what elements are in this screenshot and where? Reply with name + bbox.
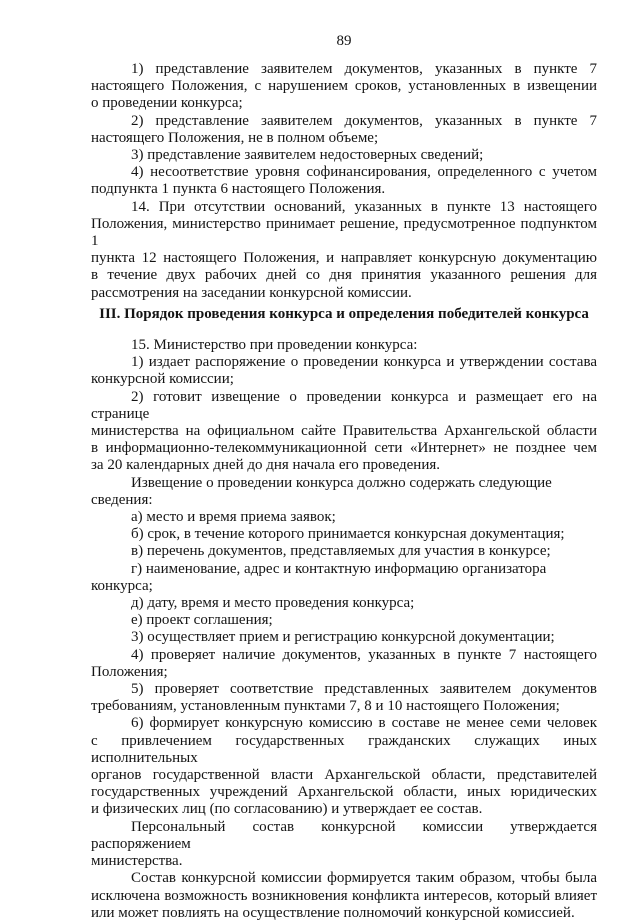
section-before-heading: [91, 61, 597, 302]
paragraph-subitem-d: [91, 595, 597, 612]
paragraph-notice-intro: [91, 475, 597, 509]
paragraph-line: Состав конкурсной комиссии формируется таким образом, чтобы была: [131, 870, 597, 887]
paragraph-line: за 20 календарных дней до дня начала его проведения.: [91, 457, 441, 474]
paragraph-line: 2) готовит извещение о проведении конкурса и размещает его на странице: [91, 388, 597, 422]
paragraph-personal-composition: [91, 819, 597, 871]
paragraph-line: 6) формирует конкурсную комиссию в составе не менее семи человек: [131, 715, 597, 732]
section-heading: III. Порядок проведения конкурса и определения победителей конкурса: [99, 306, 589, 322]
paragraph-line: 3) представление заявителем недостоверных сведений;: [131, 147, 484, 164]
paragraph-line: государственных учреждений Архангельской области, иных юридических: [91, 784, 597, 801]
paragraph-line: о проведении конкурса;: [91, 95, 243, 112]
section-after-heading: [91, 337, 597, 922]
paragraph-line: е) проект соглашения;: [131, 612, 273, 629]
paragraph-line: в течение двух рабочих дней со дня принятия указанного решения для: [91, 267, 597, 284]
paragraph-line: 2) представление заявителем документов, указанных в пункте 7: [131, 112, 597, 129]
paragraph-item-4: [91, 164, 597, 198]
paragraph-line: д) дату, время и место проведения конкурса;: [131, 595, 415, 612]
paragraph-subitem-e: [91, 612, 597, 629]
paragraph-line: 1) издает распоряжение о проведении конкурса и утверждении состава: [131, 354, 597, 371]
paragraph-line: 4) проверяет наличие документов, указанных в пункте 7 настоящего: [131, 646, 597, 663]
paragraph-line: конкурсной комиссии;: [91, 371, 234, 388]
paragraph-line: Положения;: [91, 663, 168, 680]
paragraph-line: 4) несоответствие уровня софинансирования, определенного с учетом: [131, 164, 597, 181]
paragraph-line: подпункта 1 пункта 6 настоящего Положения.: [91, 181, 386, 198]
paragraph-item-2: [91, 113, 597, 147]
paragraph-item-4: [91, 647, 597, 681]
paragraph-line: министерства.: [91, 853, 183, 870]
paragraph-subitem-v: [91, 543, 597, 560]
paragraph-item-6: [91, 715, 597, 818]
paragraph-item-3: [91, 629, 597, 646]
paragraph-line: или может повлиять на осуществление полномочий конкурсной комиссией.: [91, 904, 575, 921]
paragraph-item-1: [91, 61, 597, 113]
paragraph-line: 3) осуществляет прием и регистрацию конкурсной документации;: [131, 629, 555, 646]
paragraph-subitem-b: [91, 526, 597, 543]
paragraph-clause-14: [91, 199, 597, 302]
paragraph-line: рассмотрения на заседании конкурсной комиссии.: [91, 284, 412, 301]
paragraph-line: пункта 12 настоящего Положения, и направляет конкурсную документацию: [91, 250, 597, 267]
paragraph-line: органов государственной власти Архангельской области, представителей: [91, 767, 597, 784]
paragraph-line: г) наименование, адрес и контактную информацию организатора конкурса;: [91, 560, 547, 594]
paragraph-line: настоящего Положения, с нарушением сроков, установленных в извещении: [91, 78, 597, 95]
paragraph-line: 5) проверяет соответствие представленных заявителем документов: [131, 681, 597, 698]
paragraph-line: в информационно-телекоммуникационной сети «Интернет» не позднее чем: [91, 440, 597, 457]
paragraph-item-2: [91, 389, 597, 475]
paragraph-line: 14. При отсутствии оснований, указанных в пункте 13 настоящего: [131, 198, 597, 215]
paragraph-line: а) место и время приема заявок;: [131, 509, 336, 526]
paragraph-line: 1) представление заявителем документов, указанных в пункте 7: [131, 61, 597, 77]
paragraph-line: Извещение о проведении конкурса должно содержать следующие сведения:: [91, 474, 552, 508]
paragraph-commission-composition: [91, 870, 597, 922]
paragraph-clause-15: [91, 337, 597, 354]
paragraph-item-5: [91, 681, 597, 715]
paragraph-line: Положения, министерство принимает решение, предусмотренное подпунктом 1: [91, 215, 597, 250]
paragraph-line: исключена возможность возникновения конфликта интересов, который влияет: [91, 887, 597, 904]
paragraph-line: требованиям, установленным пунктами 7, 8 и 10 настоящего Положения;: [91, 698, 560, 715]
paragraph-line: в) перечень документов, представляемых для участия в конкурсе;: [131, 543, 551, 560]
paragraph-subitem-g: [91, 561, 597, 595]
paragraph-line: Персональный состав конкурсной комиссии утверждается распоряжением: [91, 818, 597, 852]
paragraph-line: б) срок, в течение которого принимается конкурсная документация;: [131, 526, 565, 543]
paragraph-line: и физических лиц (по согласованию) и утверждает ее состав.: [91, 801, 483, 818]
paragraph-item-3: [91, 147, 597, 164]
paragraph-subitem-a: [91, 509, 597, 526]
paragraph-line: министерства на официальном сайте Правительства Архангельской области: [91, 423, 597, 440]
paragraph-line: настоящего Положения, не в полном объеме;: [91, 129, 379, 146]
paragraph-item-1: [91, 354, 597, 388]
page-number: 89: [336, 33, 352, 49]
paragraph-line: 15. Министерство при проведении конкурса:: [131, 337, 418, 353]
paragraph-line: с привлечением государственных гражданских служащих иных исполнительных: [91, 732, 597, 766]
